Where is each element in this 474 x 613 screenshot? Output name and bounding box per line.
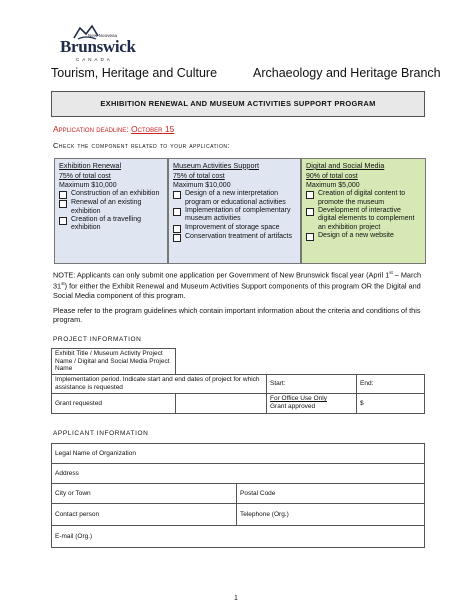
checkbox[interactable] xyxy=(59,200,67,208)
logo-name: Brunswick xyxy=(60,37,136,56)
section-title-project: PROJECT INFORMATION xyxy=(53,336,142,343)
checkbox-item xyxy=(173,224,296,233)
contact-person-field[interactable] xyxy=(52,504,237,526)
program-title: EXHIBITION RENEWAL AND MUSEUM ACTIVITIES SUPPORT PROGRAM xyxy=(100,99,376,108)
guidelines-note: Please refer to the program guidelines which contain important information about the criteria and conditions of this program. xyxy=(53,306,421,324)
email-field[interactable] xyxy=(52,526,425,548)
checkbox[interactable] xyxy=(59,217,67,225)
checkbox-item xyxy=(59,216,163,233)
applicant-info-table xyxy=(51,443,425,548)
page-number: 1 xyxy=(234,595,238,602)
project-info-table xyxy=(51,348,425,414)
city-label: City or Town xyxy=(55,489,91,497)
checkbox-label: Renewal of an existing exhibition xyxy=(71,199,142,215)
component-digital-social-media xyxy=(301,158,426,264)
logo-small-text: New Nouveau xyxy=(88,33,118,38)
telephone-label: Telephone (Org.) xyxy=(240,510,289,518)
checkbox-item xyxy=(59,190,163,199)
grant-requested-field[interactable] xyxy=(176,394,267,414)
checkbox-item xyxy=(173,233,296,242)
dollar-sign: $ xyxy=(360,399,364,407)
component-maximum: Maximum $10,000 xyxy=(59,181,117,189)
checkbox-item xyxy=(306,190,421,207)
legal-name-label: Legal Name of Organization xyxy=(55,449,136,457)
exhibit-title-field[interactable] xyxy=(176,349,425,375)
city-field[interactable] xyxy=(52,484,237,504)
checkbox-label: Development of interactive digital elements to complement an exhibition project xyxy=(318,207,415,231)
checkbox-label: Design of a new interpretation program or educational activities xyxy=(185,190,286,206)
component-maximum: Maximum $10,000 xyxy=(173,181,231,189)
checkbox[interactable] xyxy=(173,208,181,216)
telephone-field[interactable] xyxy=(237,504,425,526)
address-label: Address xyxy=(55,469,79,477)
grant-approved-label: Grant approved xyxy=(270,402,316,410)
checkbox-label: Improvement of storage space xyxy=(185,223,280,231)
office-use-cell xyxy=(267,394,357,414)
note-text: ) for either the Exhibit Renewal and Museum Activities Support components of this program OR the Digital and Social Media component of this program. xyxy=(53,281,421,300)
component-percent: 90% of total cost xyxy=(306,173,358,181)
checkbox[interactable] xyxy=(173,191,181,199)
check-instruction: Check the component related to your application: xyxy=(53,141,231,150)
implementation-label: Implementation period. Indicate start and end dates of project for which assistance is requested xyxy=(52,375,267,394)
postal-code-label: Postal Code xyxy=(240,489,276,497)
email-label: E-mail (Org.) xyxy=(55,532,93,540)
office-use-label: For Office Use Only xyxy=(270,395,327,402)
start-label: Start: xyxy=(270,380,286,388)
component-percent: 75% of total cost xyxy=(59,173,111,181)
logo-country: CANADA xyxy=(76,57,113,62)
nb-logo xyxy=(60,24,136,66)
checkbox[interactable] xyxy=(59,191,67,199)
component-heading: Digital and Social Media xyxy=(306,161,385,170)
deadline-date: October 15 xyxy=(131,124,175,134)
address-field[interactable] xyxy=(52,464,425,484)
start-date-field[interactable] xyxy=(267,375,357,394)
grant-requested-label: Grant requested xyxy=(52,394,176,414)
note-text: – March 31 xyxy=(53,270,422,291)
checkbox-label: Construction of an exhibition xyxy=(71,190,160,198)
component-museum-activities xyxy=(168,158,301,264)
note-superscript: st xyxy=(389,270,393,275)
checkbox-label: Creation of a travelling exhibition xyxy=(71,216,142,232)
checkbox[interactable] xyxy=(306,233,314,241)
note-superscript: st xyxy=(61,281,65,287)
component-heading: Museum Activities Support xyxy=(173,161,259,170)
checkbox[interactable] xyxy=(306,208,314,216)
checkbox-item xyxy=(173,207,296,224)
contact-person-label: Contact person xyxy=(55,510,100,518)
checkbox[interactable] xyxy=(173,234,181,242)
checkbox-label: Implementation of complementary museum activities xyxy=(185,207,291,223)
checkbox-item xyxy=(306,207,421,232)
component-exhibition-renewal xyxy=(54,158,168,264)
fiscal-year-note xyxy=(53,268,431,300)
exhibit-title-label: Exhibit Title / Museum Activity Project Name / Digital and Social Media Project Name xyxy=(52,349,176,375)
branch-name: Archaeology and Heritage Branch xyxy=(253,66,441,80)
grant-approved-field[interactable] xyxy=(357,394,425,414)
program-title-box xyxy=(51,91,425,117)
deadline-label: Application deadline: xyxy=(53,124,131,134)
end-label: End: xyxy=(360,380,374,388)
checkbox[interactable] xyxy=(173,225,181,233)
legal-name-field[interactable] xyxy=(52,444,425,464)
component-percent: 75% of total cost xyxy=(173,173,225,181)
component-heading: Exhibition Renewal xyxy=(59,161,122,170)
checkbox-label: Design of a new website xyxy=(318,232,394,240)
end-date-field[interactable] xyxy=(357,375,425,394)
checkbox-label: Conservation treatment of artifacts xyxy=(185,232,292,240)
checkbox-item xyxy=(59,199,163,216)
department-name: Tourism, Heritage and Culture xyxy=(51,66,218,80)
section-title-applicant: APPLICANT INFORMATION xyxy=(53,430,149,437)
checkbox-item xyxy=(173,190,296,207)
application-deadline xyxy=(53,124,174,134)
component-maximum: Maximum $5,000 xyxy=(306,181,360,189)
postal-code-field[interactable] xyxy=(237,484,425,504)
checkbox[interactable] xyxy=(306,191,314,199)
checkbox-label: Creation of digital content to promote the museum xyxy=(318,190,406,206)
note-text: NOTE: Applicants can only submit one application per Government of New Brunswick fiscal year (April 1 xyxy=(53,270,390,280)
checkbox-item xyxy=(306,232,421,241)
